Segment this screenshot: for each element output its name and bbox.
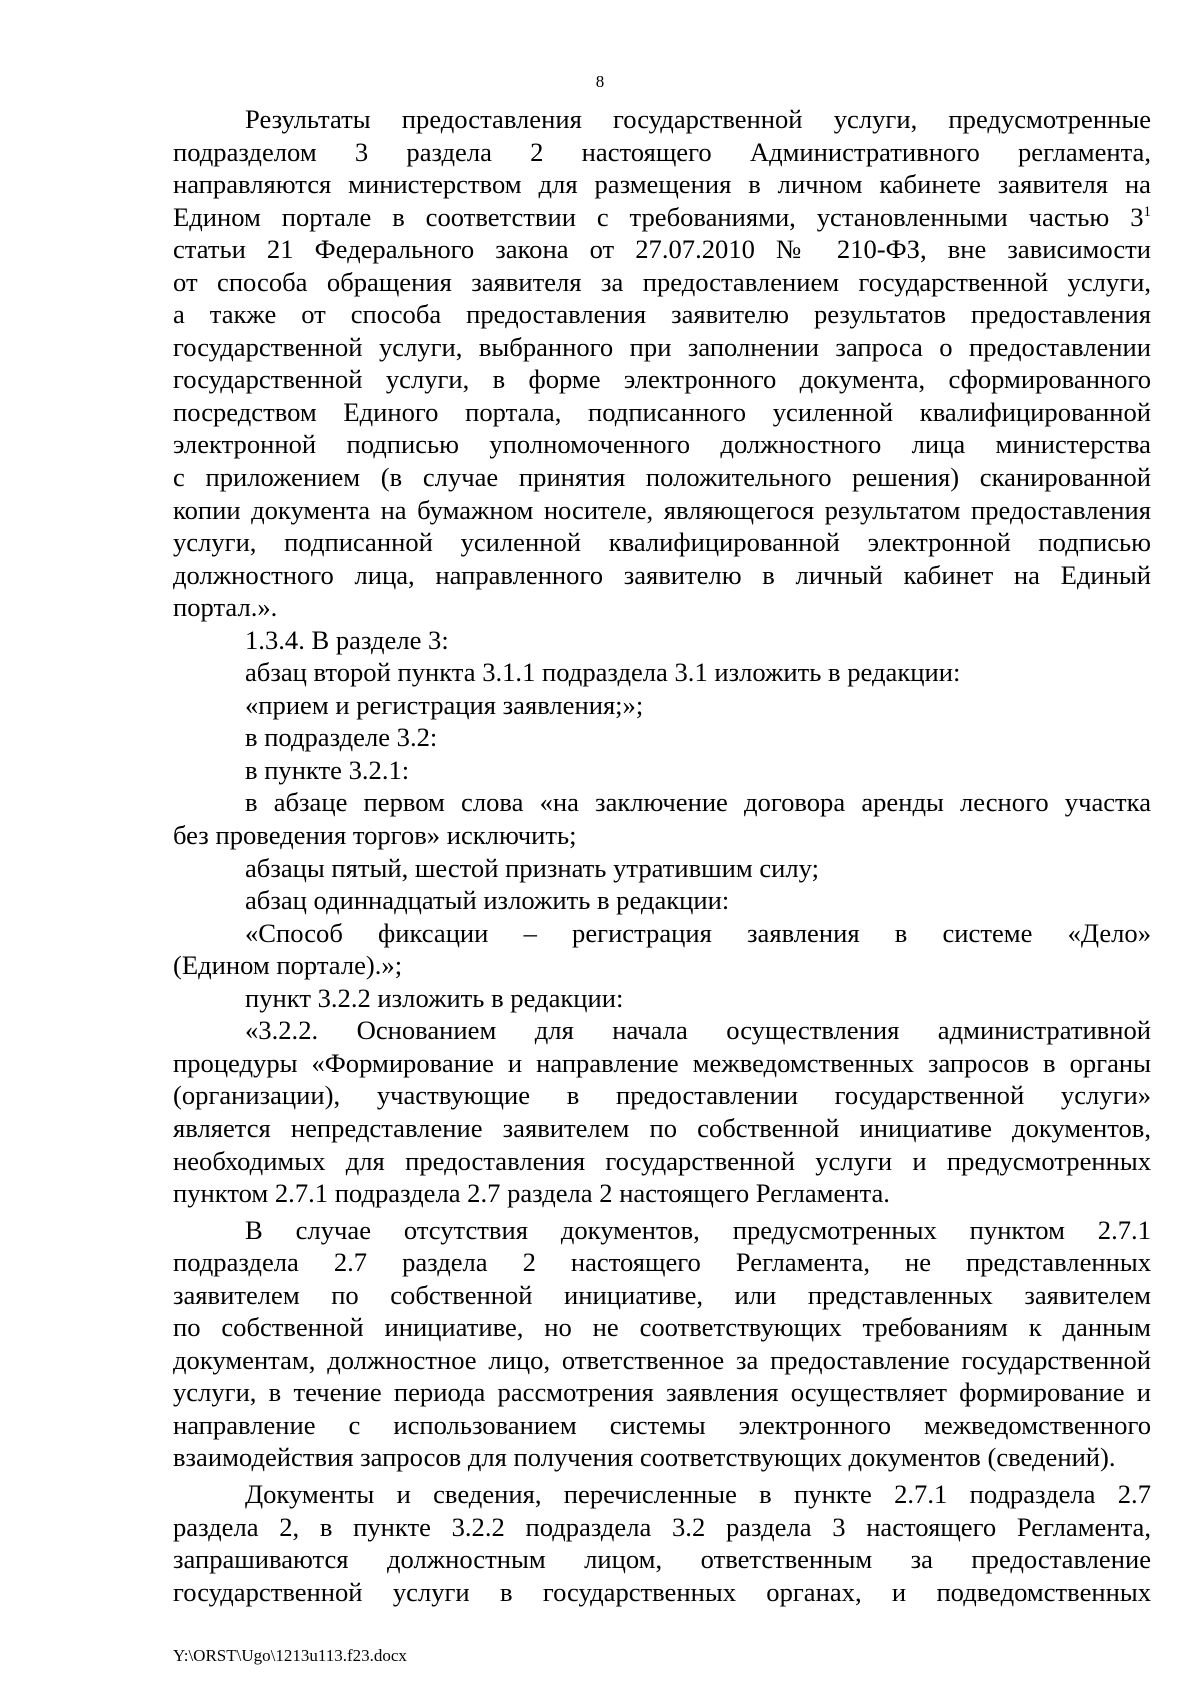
text-line-content: подразделом 3 раздела 2 настоящего Административного регламента, [173,136,1151,167]
text-line-content: раздела 2, в пункте 3.2.2 подраздела 3.2 раздела 3 настоящего Регламента, [173,1511,1151,1542]
text-line-content: запрашиваются должностным лицом, ответственным за предоставление [173,1544,1151,1575]
text-line [173,982,1151,1015]
text-line-content: в абзаце первом слова «на заключение договора аренды лесного участка [245,787,1151,818]
text-line [173,1177,1151,1210]
document-body [173,103,1151,1608]
text-line-content: подраздела 2.7 раздела 2 настоящего Регламента, не представленных [173,1247,1151,1278]
text-line [173,786,1151,819]
text-line [173,1214,1151,1247]
text-line [173,1344,1151,1377]
text-line-content: «3.2.2. Основанием для начала осуществления административной [245,1015,1151,1046]
text-line-content: от способа обращения заявителя за предоставлением государственной услуги, [173,266,1151,297]
text-line-content: «Способ фиксации – регистрация заявления в системе «Дело» [245,917,1151,948]
text-line-content: «прием и регистрация заявления;»; [245,689,644,720]
text-line-content: абзацы пятый, шестой признать утратившим силу; [245,852,819,883]
text-line [173,1576,1151,1609]
text-line [173,1112,1151,1145]
text-line [173,1478,1151,1511]
text-line [173,298,1151,331]
text-line [173,363,1151,396]
text-line [173,819,1151,852]
text-line-content: государственной услуги, выбранного при заполнении запроса о предоставлении [173,331,1151,362]
text-line-content: заявителем по собственной инициативе, или представленных заявителем [173,1279,1151,1310]
text-line [173,136,1151,169]
text-line-content: процедуры «Формирование и направление межведомственных запросов в органы [173,1047,1151,1078]
text-line [173,1543,1151,1576]
text-line-content: Результаты предоставления государственной услуги, предусмотренные [245,104,1151,134]
text-line-content: абзац одиннадцатый изложить в редакции: [245,885,730,916]
text-line [173,266,1151,299]
text-line-content: электронной подписью уполномоченного должностного лица министерства [173,429,1151,460]
text-line-content: пунктом 2.7.1 подраздела 2.7 раздела 2 настоящего Регламента. [173,1178,890,1209]
text-line-content: пункт 3.2.2 изложить в редакции: [245,982,624,1013]
text-line [173,1145,1151,1178]
text-line-content: Едином портале в соответствии с требованиями, установленными частью 3 [173,201,1144,232]
text-line [173,1441,1151,1474]
text-line-content: (организации), участвующие в предоставлении государственной услуги» [173,1080,1151,1111]
text-line [173,884,1151,917]
text-line-content: портал.». [173,592,278,623]
superscript: 1 [1143,203,1151,220]
text-line [173,396,1151,429]
text-line-content: в пункте 3.2.1: [245,754,410,785]
text-line-content: посредством Единого портала, подписанного усиленной квалифицированной [173,396,1151,427]
text-line-content: копии документа на бумажном носителе, являющегося результатом предоставления [173,494,1151,525]
text-line-content: в подразделе 3.2: [245,722,438,753]
text-line [173,103,1151,136]
text-line [173,1014,1151,1047]
text-line [173,494,1151,527]
text-line [173,168,1151,201]
text-line [173,428,1151,461]
text-line-content: статьи 21 Федерального закона от 27.07.2010 № 210-ФЗ, вне зависимости [173,234,1151,265]
text-line-content: 1.3.4. В разделе 3: [245,624,449,655]
text-line [173,721,1151,754]
text-line [173,624,1151,657]
text-line [173,1079,1151,1112]
text-line-content: с приложением (в случае принятия положительного решения) сканированной [173,462,1151,493]
text-line-content: является непредставление заявителем по собственной инициативе документов, [173,1112,1151,1143]
text-line-content: документам, должностное лицо, ответственное за предоставление государственной [173,1344,1151,1375]
text-line [173,233,1151,266]
text-line-content: абзац второй пункта 3.1.1 подраздела 3.1 изложить в редакции: [245,657,961,688]
text-line-content: по собственной инициативе, но не соответствующих требованиям к данным [173,1312,1151,1343]
text-line-content: услуги, подписанной усиленной квалифицированной электронной подписью [173,527,1151,558]
footer-file-path: Y:\ORST\Ugo\1213u113.f23.docx [173,1646,407,1665]
text-line [173,461,1151,494]
text-line [173,917,1151,950]
text-line [173,949,1151,982]
text-line-content: направляются министерством для размещения в личном кабинете заявителя на [173,169,1151,200]
text-line-content: услуги, в течение периода рассмотрения заявления осуществляет формирование и [173,1377,1151,1408]
text-line [173,201,1151,234]
text-line [173,526,1151,559]
text-line-content: Документы и сведения, перечисленные в пункте 2.7.1 подраздела 2.7 [245,1478,1151,1509]
text-line [173,852,1151,885]
text-line-content: В случае отсутствия документов, предусмотренных пунктом 2.7.1 [245,1214,1151,1245]
text-line-content: государственной услуги, в форме электронного документа, сформированного [173,364,1151,395]
text-line [173,1311,1151,1344]
text-line [173,656,1151,689]
text-line-content: без проведения торгов» исключить; [173,820,577,851]
text-line [173,591,1151,624]
text-line-content: государственной услуги в государственных органах, и подведомственных [173,1576,1151,1607]
text-line [173,1246,1151,1279]
text-line-content: (Едином портале).»; [173,950,403,981]
text-line-content: а также от способа предоставления заявителю результатов предоставления [173,299,1151,330]
text-line-content: взаимодействия запросов для получения соответствующих документов (сведений). [173,1442,1116,1473]
text-line [173,1279,1151,1312]
text-line-content: должностного лица, направленного заявителю в личный кабинет на Единый [173,559,1151,590]
text-line [173,1376,1151,1409]
text-line-content: направление с использованием системы электронного межведомственного [173,1409,1151,1440]
text-line [173,754,1151,787]
text-line [173,559,1151,592]
text-line [173,689,1151,722]
text-line [173,1047,1151,1080]
text-line [173,331,1151,364]
text-line [173,1409,1151,1442]
text-line [173,1511,1151,1544]
text-line-content: необходимых для предоставления государственной услуги и предусмотренных [173,1145,1151,1176]
page-number: 8 [595,72,605,91]
